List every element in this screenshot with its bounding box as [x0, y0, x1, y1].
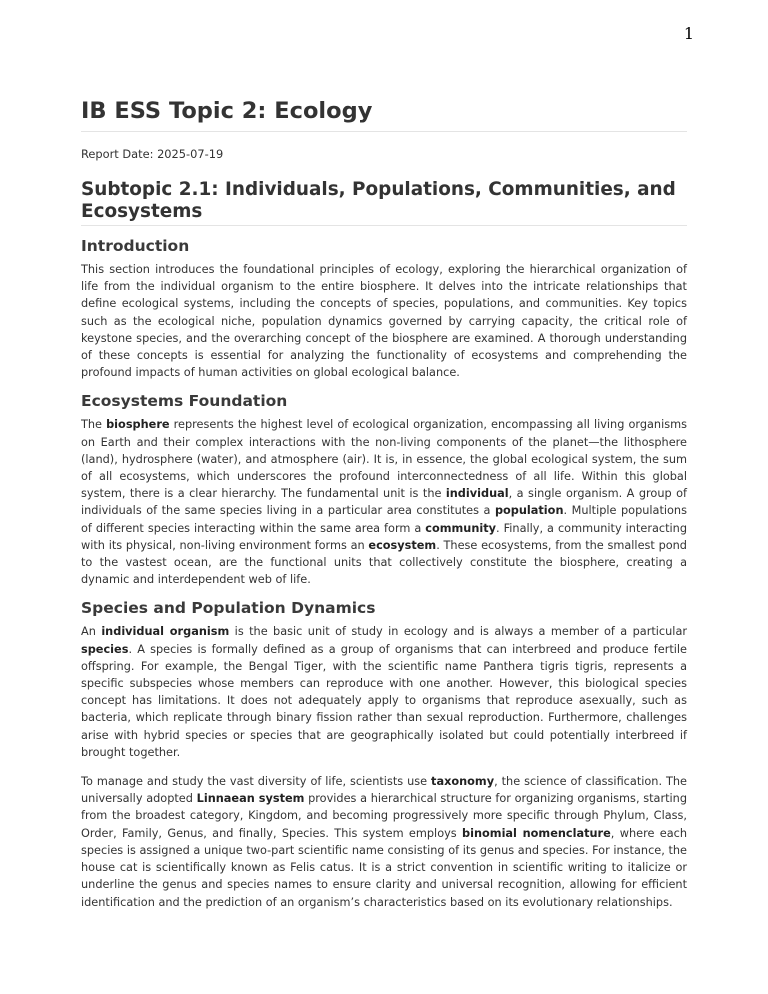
- term-binomial-nomenclature: binomial nomenclature: [462, 826, 611, 840]
- text-run: , the science of classification. The universally adopted: [81, 775, 688, 806]
- species-paragraph-2: [81, 773, 687, 911]
- document-body: [81, 98, 687, 911]
- term-community: community: [425, 521, 497, 535]
- text-run: is the basic unit of study in ecology and is always a member of a particular: [229, 625, 688, 639]
- term-species: species: [81, 642, 129, 656]
- text-run: . Multiple populations of different species interacting within the same area form a: [81, 504, 687, 535]
- text-run: . Finally, a community interacting with its physical, non-living environment forms an: [81, 521, 687, 552]
- text-run: , a single organism. A group of individuals of the same species living in a particular area constitutes a: [81, 487, 687, 518]
- ecosystems-paragraph: [81, 416, 687, 588]
- document-title: IB ESS Topic 2: Ecology: [81, 98, 687, 132]
- term-individual: individual: [445, 487, 509, 501]
- species-paragraph-1: [81, 623, 687, 761]
- term-individual-organism: individual organism: [101, 625, 230, 639]
- term-biosphere: biosphere: [106, 418, 170, 432]
- text-run: . A species is formally defined as a group of organisms that can interbreed and produce fertile offspring. For example, the Bengal Tiger, with the scientific name Panthera tigris tigris, represents a specific subspecies whose members can reproduce with one another. However, this biological species concept has limitations. It does not adequately apply to organisms that reproduce asexually, such as bacteria, which replicate through binary fission rather than sexual reproduction. Furthermore, challenges arise with hybrid species or species that are geographically isolated but could potentially interbreed if brought together.: [81, 642, 687, 759]
- text-run: provides a hierarchical structure for organizing organisms, starting from the broadest category, Kingdom, and becoming progressively more specific through Phylum, Class, Order, Family, Genus, and finally, Species. This system employs: [81, 792, 688, 840]
- ecosystems-heading: Ecosystems Foundation: [81, 392, 288, 411]
- text-run: . These ecosystems, from the smallest pond to the vastest ocean, are the functional units that collectively constitute the biosphere, creating a dynamic and interdependent web of life.: [81, 538, 687, 587]
- species-heading: Species and Population Dynamics: [81, 599, 376, 618]
- introduction-paragraph: This section introduces the foundational principles of ecology, exploring the hierarchical organization of life from the individual organism to the entire biosphere. It delves into the intricate relationships that define ecological systems, including the concepts of species, populations, and communities. Key topics such as the ecological niche, population dynamics governed by carrying capacity, the critical role of keystone species, and the overarching concept of the biosphere are examined. A thorough understanding of these concepts is essential for analyzing the functionality of ecosystems and comprehending the profound impacts of human activities on global ecological balance.: [81, 263, 687, 380]
- text-run: An: [81, 625, 102, 639]
- introduction-heading: Introduction: [81, 237, 190, 255]
- term-taxonomy: taxonomy: [431, 775, 495, 789]
- text-run: represents the highest level of ecological organization, encompassing all living organisms on Earth and their complex interactions with the non-living components of the planet—the lithosphere (land), hydrosphere (water), and atmosphere (air). It is, in essence, the global ecological system, the sum of all ecosystems, which underscores the profound interconnectedness of all life. Within this global system, there is a clear hierarchy. The fundamental unit is the: [81, 418, 687, 501]
- subtopic-heading: Subtopic 2.1: Individuals, Populations, Communities, and Ecosystems: [81, 179, 687, 226]
- text-run: To manage and study the vast diversity of life, scientists use: [81, 775, 432, 789]
- text-run: , where each species is assigned a unique two-part scientific name consisting of its genus and species. For instance, the house cat is scientifically known as Felis catus. It is a strict convention in scientific writing to italicize or underline the genus and species names to ensure clarity and universal recognition, allowing for efficient identification and the prediction of an organism’s characteristics based on its evolutionary relationships.: [81, 826, 688, 909]
- report-date: Report Date: 2025-07-19: [81, 147, 224, 161]
- page-number: 1: [683, 24, 694, 43]
- term-population: population: [494, 504, 564, 518]
- term-linnaean-system: Linnaean system: [196, 792, 305, 806]
- term-ecosystem: ecosystem: [368, 538, 437, 552]
- text-run: The: [81, 418, 107, 432]
